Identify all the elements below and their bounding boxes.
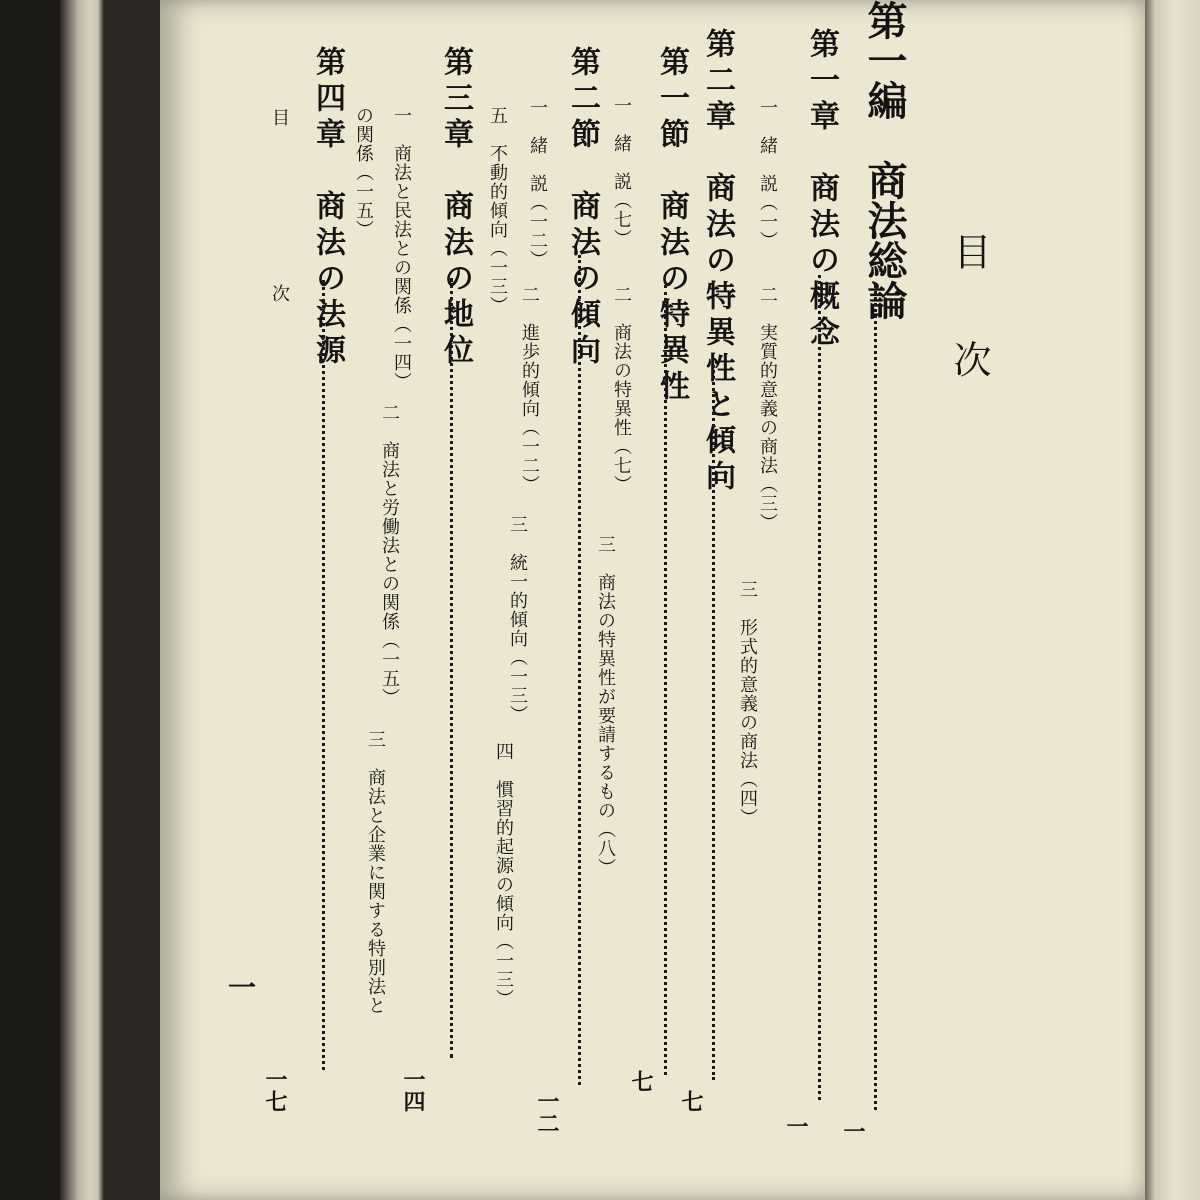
sec2-item-3: 三 統一的傾向（一三） [507, 515, 528, 724]
ch3-item-1: 一 商法と民法との関係（一四） [391, 106, 412, 391]
running-head: 目 次 [269, 108, 290, 372]
page-number: 一四 [400, 1068, 426, 1112]
leader-dots [450, 278, 453, 1058]
section-1-heading: 第一節 商法の特異性 [654, 46, 689, 406]
right-page-edge [1145, 0, 1200, 1200]
leader-dots [322, 280, 325, 1070]
part-heading: 第一編 商法総論 [861, 0, 908, 320]
chapter-2-heading: 第二章 商法の特異性と傾向 [700, 28, 735, 496]
sec1-item-2: 二 商法の特異性（七） [611, 285, 632, 494]
sec2-item-2: 二 進歩的傾向（一二） [519, 285, 540, 494]
ch1-item-1: 一 緒 説（一） [757, 98, 778, 250]
chapter-1-heading: 第一章 商法の概念 [804, 28, 839, 352]
sec2-item-1: 一 緒 説（一二） [527, 98, 548, 269]
sec1-item-1: 一 緒 説（七） [611, 96, 632, 248]
chapter-4-heading: 第四章 商法の法源 [310, 46, 345, 370]
sec2-item-4: 四 慣習的起源の傾向（一三） [493, 742, 514, 1008]
book-page [160, 0, 1145, 1200]
toc-title: 目次 [947, 232, 991, 448]
section-2-heading: 第二節 商法の傾向 [565, 46, 600, 370]
leader-dots [818, 275, 821, 1100]
leader-dots [578, 255, 581, 1085]
ch1-item-2: 二 実質的意義の商法（三） [757, 285, 778, 532]
page-number: 一 [783, 1115, 809, 1137]
leader-dots [664, 285, 667, 1075]
leader-dots [712, 365, 715, 1080]
page-number: 七 [628, 1070, 654, 1092]
ch3-item-3: 三 商法と企業に関する特別法と [365, 730, 386, 1015]
page-number: 七 [678, 1090, 704, 1112]
page-number: 一七 [262, 1068, 288, 1112]
ch1-item-3: 三 形式的意義の商法（四） [737, 580, 758, 827]
ch3-item-1-continued: の関係（一五） [353, 106, 374, 239]
leader-dots [874, 285, 877, 1110]
sec2-item-5: 五 不動的傾向（一三） [487, 106, 508, 315]
chapter-3-heading: 第三章 商法の地位 [438, 46, 473, 370]
page-number: 一 [840, 1120, 866, 1142]
folio-page-number: 一 [228, 971, 257, 1004]
page-number: 一二 [534, 1090, 560, 1134]
sec1-item-3: 三 商法の特異性が要請するもの（八） [595, 535, 616, 877]
ch3-item-2: 二 商法と労働法との関係（一五） [379, 403, 400, 707]
